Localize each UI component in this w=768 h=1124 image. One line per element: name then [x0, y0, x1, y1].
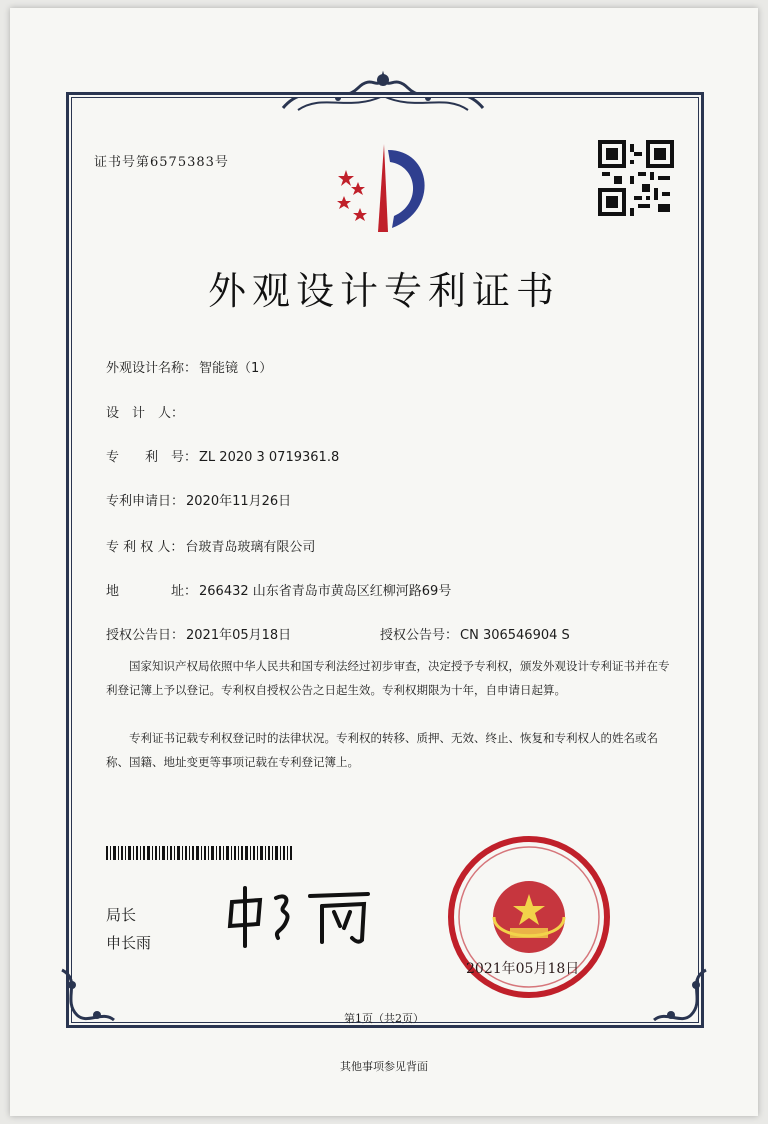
- field-label: 专 利 权 人：: [106, 540, 184, 555]
- field-grant-number: [380, 624, 570, 643]
- field-label: 专利申请日：: [106, 494, 185, 509]
- field-patent-number: [106, 446, 339, 465]
- cnipa-logo-icon: [322, 140, 442, 240]
- footer-note: 其他事项参见背面: [340, 1060, 428, 1073]
- director-name: 申长雨: [106, 934, 152, 952]
- field-value: 2021年05月18日: [186, 628, 292, 643]
- seal-date: 2021年05月18日: [466, 961, 580, 977]
- barcode-icon: [106, 846, 292, 860]
- certificate-title: 外观设计专利证书: [207, 269, 560, 313]
- field-label: 授权公告日：: [106, 628, 185, 643]
- field-value: CN 306546904 S: [460, 628, 570, 643]
- director-title: 局长: [106, 906, 137, 924]
- qr-code-icon: [598, 140, 674, 216]
- field-patentee: [106, 536, 315, 555]
- page-number: 第1页（共2页）: [344, 1012, 424, 1025]
- field-design-name: [106, 357, 272, 376]
- field-value: 智能镜（1）: [199, 361, 273, 376]
- field-value: 266432 山东省青岛市黄岛区红柳河路69号: [199, 584, 452, 599]
- grant-statement-paragraph: 国家知识产权局依照中华人民共和国专利法经过初步审查，决定授予专利权，颁发外观设计专利证书并在专利登记簿上予以登记。专利权自授权公告之日起生效。专利权期限为十年，自申请日起算。: [106, 659, 670, 697]
- field-address: [106, 580, 451, 599]
- field-value: 2020年11月26日: [186, 494, 292, 509]
- field-label: 专 利 号：: [106, 450, 198, 465]
- certificate-number: 证书号第6575383号: [94, 155, 229, 170]
- field-value: 台玻青岛玻璃有限公司: [185, 540, 316, 555]
- field-label: 授权公告号：: [380, 628, 459, 643]
- field-grant-date: [106, 624, 291, 643]
- director-signature: [218, 880, 378, 950]
- field-designer: [106, 402, 186, 421]
- field-filing-date: [106, 490, 291, 509]
- field-value: ZL 2020 3 0719361.8: [199, 450, 340, 465]
- field-label: 外观设计名称：: [106, 361, 198, 376]
- field-label: 设 计 人：: [106, 406, 185, 421]
- field-label: 地 址：: [106, 584, 198, 599]
- legal-status-paragraph: 专利证书记载专利权登记时的法律状况。专利权的转移、质押、无效、终止、恢复和专利权人的姓名或名称、国籍、地址变更等事项记载在专利登记簿上。: [106, 731, 658, 769]
